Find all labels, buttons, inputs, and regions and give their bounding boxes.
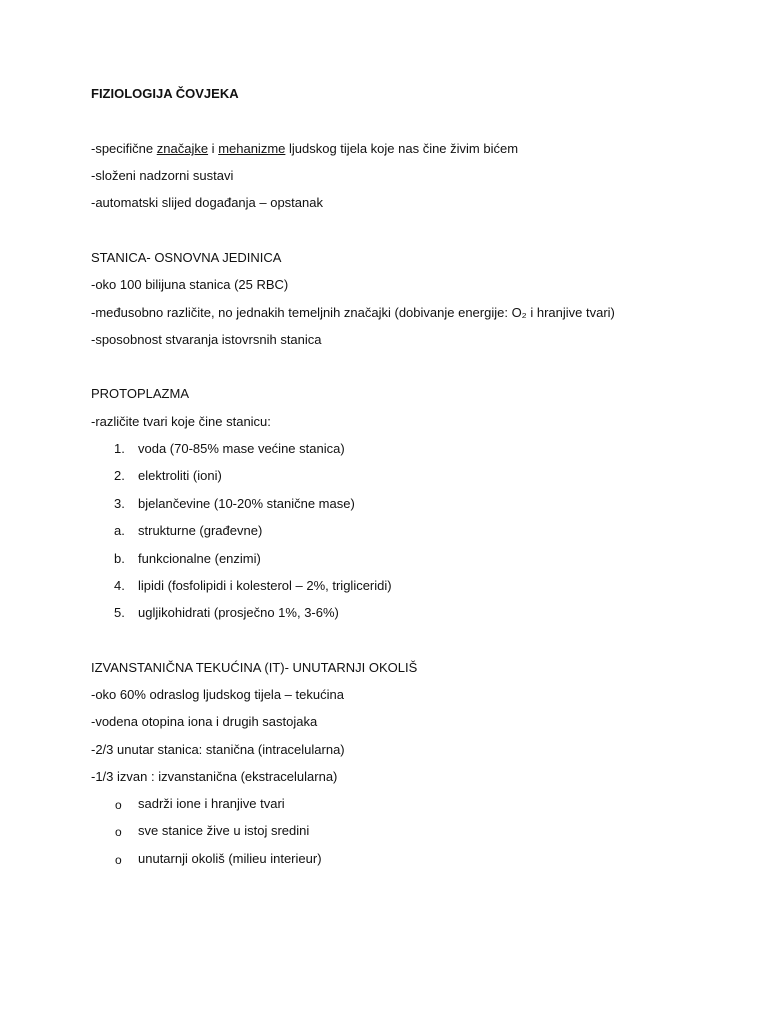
stanica-line-3: -sposobnost stvaranja istovrsnih stanica (91, 332, 322, 347)
list-item: bjelančevine (10-20% stanične mase) (138, 496, 355, 511)
intro-line-1-suffix: ljudskog tijela koje nas čine živim bićem (285, 141, 519, 156)
stanica-heading: STANICA- OSNOVNA JEDINICA (91, 250, 282, 265)
underlined-term-mehanizme: mehanizme (218, 141, 286, 156)
bullet-marker: o (115, 825, 122, 839)
protoplazma-line-1: -različite tvari koje čine stanicu: (91, 414, 271, 429)
list-item-marker: b. (114, 551, 125, 566)
bullet-marker: o (115, 798, 122, 812)
intro-line-3: -automatski slijed događanja – opstanak (91, 195, 323, 210)
list-item-marker: a. (114, 523, 125, 538)
intro-line-1-prefix: -specifične (91, 141, 157, 156)
list-item: lipidi (fosfolipidi i kolesterol – 2%, trigliceridi) (138, 578, 392, 593)
list-item-marker: 1. (114, 441, 125, 456)
underlined-term-znacajke: značajke (156, 141, 209, 156)
tekucina-line-3: -2/3 unutar stanica: stanična (intracelularna) (91, 742, 345, 757)
stanica-line-2: -međusobno različite, no jednakih temeljnih značajki (dobivanje energije: O₂ i hranjive tvari) (91, 305, 615, 320)
tekucina-heading: IZVANSTANIČNA TEKUĆINA (IT)- UNUTARNJI OKOLIŠ (91, 660, 418, 675)
document-title: FIZIOLOGIJA ČOVJEKA (91, 86, 239, 101)
list-item-marker: 3. (114, 496, 125, 511)
list-item-marker: 4. (114, 578, 125, 593)
list-item: funkcionalne (enzimi) (138, 551, 261, 566)
list-item-marker: 2. (114, 468, 125, 483)
intro-line-1 (91, 141, 518, 157)
list-item: elektroliti (ioni) (138, 468, 222, 483)
list-item-marker: 5. (114, 605, 125, 620)
bullet-marker: o (115, 853, 122, 867)
list-item: sve stanice žive u istoj sredini (138, 823, 310, 838)
intro-line-2: -složeni nadzorni sustavi (91, 168, 234, 183)
tekucina-line-2: -vodena otopina iona i drugih sastojaka (91, 714, 318, 729)
list-item: unutarnji okoliš (milieu interieur) (138, 851, 322, 866)
protoplazma-heading: PROTOPLAZMA (91, 386, 190, 401)
tekucina-line-4: -1/3 izvan : izvanstanična (ekstracelularna) (91, 769, 338, 784)
list-item: ugljikohidrati (prosječno 1%, 3-6%) (138, 605, 339, 620)
stanica-line-1: -oko 100 bilijuna stanica (25 RBC) (91, 277, 289, 292)
list-item: voda (70-85% mase većine stanica) (138, 441, 345, 456)
list-item: sadrži ione i hranjive tvari (138, 796, 285, 811)
tekucina-line-1: -oko 60% odraslog ljudskog tijela – tekućina (91, 687, 344, 702)
list-item: strukturne (građevne) (138, 523, 263, 538)
intro-line-1-mid: i (208, 141, 219, 156)
